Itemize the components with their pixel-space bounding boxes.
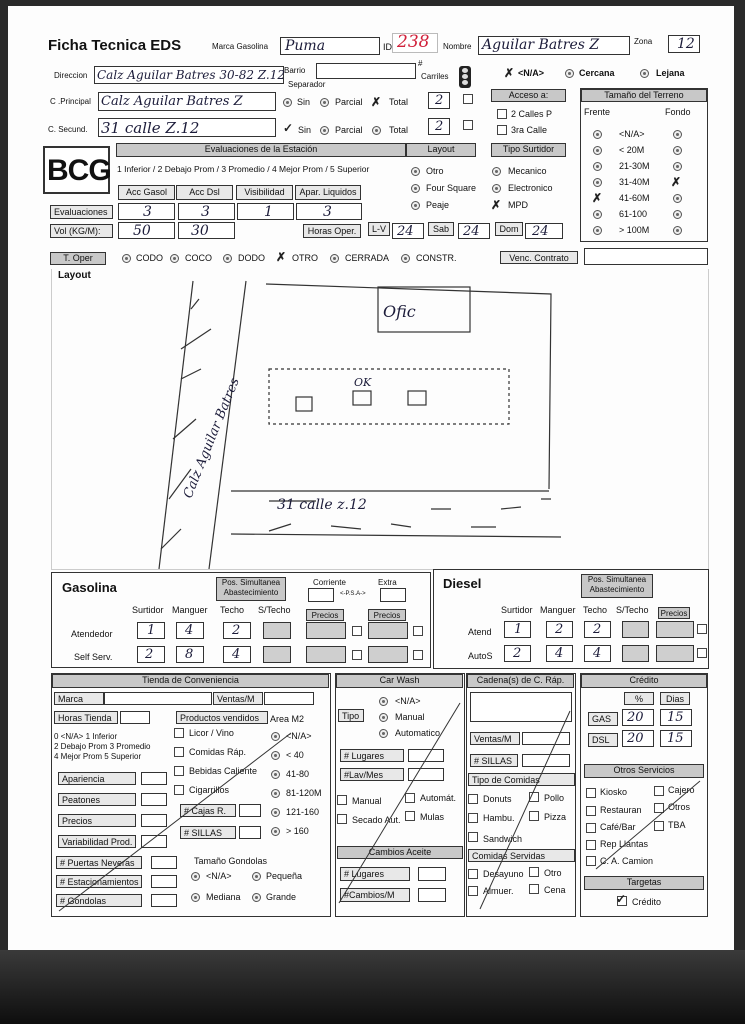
terreno-row-label: 41-60M: [619, 193, 650, 203]
sab-label: Sab: [428, 222, 454, 236]
area-label: < 40: [286, 750, 304, 760]
tienda-cajas-label: # Cajas R.: [180, 804, 236, 817]
toper-otro-label: OTRO: [292, 253, 318, 263]
tienda-horas-label: Horas Tienda: [54, 711, 118, 724]
layout-peaje-label: Peaje: [426, 200, 450, 210]
tienda-crossout: [51, 673, 331, 917]
venc-contrato-label: Venc. Contrato: [500, 251, 578, 264]
tienda-area-label: Area M2: [270, 714, 305, 724]
sab-field[interactable]: 24: [458, 223, 490, 239]
acceso-3ra-label: 3ra Calle: [511, 125, 548, 135]
prod-cigarrillos-label: Cigarrillos: [189, 785, 230, 795]
diesel-col-techo: Techo: [583, 605, 608, 615]
secund-field[interactable]: 31 calle Z.12: [98, 118, 276, 137]
diesel-title: Diesel: [443, 576, 482, 591]
dsl-auto-check[interactable]: [697, 648, 707, 658]
cadena-ventas-label: Ventas/M: [470, 732, 520, 745]
principal-sin-label: Sin: [297, 97, 311, 107]
carriles-label: Carriles: [421, 72, 449, 81]
principal-sin-radio[interactable]: [283, 98, 292, 107]
bcg-logo: BCG: [43, 146, 110, 194]
gas-aten-manguer[interactable]: 4: [176, 622, 204, 639]
eval-visibilidad[interactable]: 1: [237, 203, 294, 220]
marca-field[interactable]: Puma: [280, 37, 380, 55]
diesel-pos-label: Pos. Simultanea Abastecimiento: [581, 574, 653, 598]
credito-dias-header: Dias: [660, 692, 690, 705]
cadena-hambu-label: Hambu.: [483, 813, 515, 823]
id-label: ID: [383, 42, 392, 52]
gas-self-precio2[interactable]: [368, 646, 408, 663]
frente-radio[interactable]: [593, 210, 602, 219]
dom-label: Dom: [495, 222, 523, 236]
serv-kiosko-label: Kiosko: [600, 787, 628, 797]
gasolina-col-techo: Techo: [220, 605, 245, 615]
tienda-legend-1: 0 <N/A> 1 Inferior: [54, 732, 118, 741]
toper-constr-radio[interactable]: [401, 254, 410, 263]
serv-restauran-label: Restauran: [600, 805, 642, 815]
area-label: <N/A>: [286, 731, 312, 741]
dsl-auto-surtidor[interactable]: 2: [504, 645, 531, 662]
credito-dsl-pct[interactable]: 20: [622, 730, 654, 747]
scan-background: [0, 950, 745, 1024]
gas-self-check2[interactable]: [413, 650, 423, 660]
area-label: 81-120M: [286, 788, 322, 798]
gasolina-pos-label: Pos. Simultanea Abastecimiento: [216, 577, 286, 601]
prod-bebidas-label: Bebidas Caliente: [189, 766, 258, 776]
gasolina-precios-2: Precios: [368, 609, 406, 621]
surtidor-mecanico-radio[interactable]: [492, 167, 501, 176]
form-title: Ficha Tecnica EDS: [48, 37, 182, 54]
cercana-radio[interactable]: [565, 69, 574, 78]
dom-field[interactable]: 24: [525, 223, 563, 239]
surtidor-mpd-mark-icon[interactable]: ✗: [491, 198, 502, 212]
surtidor-mecanico-label: Mecanico: [508, 166, 547, 176]
diesel-col-manguer: Manguer: [540, 605, 576, 615]
carriles-hash: #: [418, 59, 423, 68]
carwash-mulas-chk-label: Mulas: [420, 812, 445, 822]
traffic-light-icon: [459, 66, 471, 88]
credito-gas-pct[interactable]: 20: [622, 709, 654, 726]
sketch-ok-label: OK: [354, 376, 372, 389]
gasolina-atendedor-label: Atendedor: [71, 629, 113, 639]
evaluaciones-legend: 1 Inferior / 2 Debajo Prom / 3 Promedio / 4 Mejor Prom / 5 Superior: [117, 164, 370, 174]
fondo-radio[interactable]: [673, 146, 682, 155]
cadena-otro-label: Otro: [544, 868, 562, 878]
terreno-row-label: <N/A>: [619, 129, 645, 139]
terreno-row-label: < 20M: [619, 145, 645, 155]
terreno-row-label: 61-100: [619, 209, 648, 219]
direccion-field[interactable]: Calz Aguilar Batres 30-82 Z.12: [94, 66, 284, 84]
toper-label: T. Oper: [50, 252, 106, 265]
toper-codo-label: CODO: [136, 253, 163, 263]
targetas-credito-label: Crédito: [632, 897, 662, 907]
diesel-col-stecho: S/Techo: [616, 605, 649, 615]
prod-comidas-label: Comidas Ráp.: [189, 747, 247, 757]
acceso-title: Acceso a:: [491, 89, 566, 102]
gasolina-psa-label: <-P.S.A->: [340, 591, 366, 597]
zona-label: Zona: [634, 37, 653, 46]
toper-coco-label: COCO: [185, 253, 212, 263]
serv-cafe-label: Café/Bar: [600, 822, 636, 832]
principal-parcial-radio[interactable]: [320, 98, 329, 107]
principal-parcial-label: Parcial: [335, 97, 363, 107]
terreno-row-label: 31-40M: [619, 177, 650, 187]
cambios-lugares-label: # Lugares: [340, 867, 410, 881]
surtidor-electronico-radio[interactable]: [492, 184, 501, 193]
carwash-lavmes-label: #Lav/Mes: [340, 768, 404, 781]
sketch-street1-label: Calz Aguilar Batres: [180, 375, 243, 501]
gasolina-corriente-field[interactable]: [308, 588, 334, 602]
dsl-aten-stecho[interactable]: [622, 621, 649, 638]
barrio-field[interactable]: [316, 63, 416, 79]
gas-self-check1[interactable]: [352, 650, 362, 660]
id-field[interactable]: 238: [392, 33, 438, 53]
fondo-radio[interactable]: [673, 210, 682, 219]
gas-self-manguer[interactable]: 8: [176, 646, 204, 663]
dsl-auto-precio[interactable]: [656, 645, 694, 662]
nombre-label: Nombre: [443, 42, 472, 51]
tienda-ventas-label: Ventas/M: [213, 692, 263, 705]
credito-gas-label: GAS: [588, 712, 618, 726]
row-vol: Vol (KG/M):: [50, 224, 113, 238]
gas-aten-check2[interactable]: [413, 626, 423, 636]
carwash-title: Car Wash: [336, 674, 463, 688]
secund-parcial-label: Parcial: [335, 125, 363, 135]
layout-otro-radio[interactable]: [411, 167, 420, 176]
tienda-puertas-label: # Puertas Neveras: [56, 856, 142, 869]
surtidor-electronico-label: Electronico: [508, 183, 553, 193]
layout-sketch: [51, 269, 707, 569]
toper-constr-label: CONSTR.: [416, 253, 457, 263]
servicios-title: Otros Servicios: [584, 764, 704, 778]
area-label: 41-80: [286, 769, 310, 779]
layout-otro-label: Otro: [426, 166, 444, 176]
layout-opts-title: Layout: [406, 143, 476, 157]
credito-pct-header: %: [624, 692, 654, 705]
terreno-row-label: 21-30M: [619, 161, 650, 171]
dsl-aten-precio[interactable]: [656, 621, 694, 638]
secund-total-radio[interactable]: [372, 126, 381, 135]
tienda-peatones-label: Peatones: [58, 793, 136, 806]
toper-codo-radio[interactable]: [122, 254, 131, 263]
proximity-na[interactable]: <N/A>: [518, 68, 545, 78]
zona-field[interactable]: 12: [668, 35, 700, 53]
carwash-auto-label: Automatico: [395, 728, 441, 738]
cadena-almuer-label: Almuer.: [483, 886, 514, 896]
tienda-title: Tienda de Conveniencia: [52, 674, 329, 688]
tienda-apariencia-label: Apariencia: [58, 772, 136, 785]
tienda-estacionamientos-label: # Estacionamientos: [56, 875, 142, 888]
tienda-legend-3: 4 Mejor Prom 5 Superior: [54, 752, 142, 761]
tienda-productos-label: Productos vendidos: [176, 711, 268, 724]
eval-acc-dsl[interactable]: 3: [178, 203, 235, 220]
cadena-tipo-label: Tipo de Comidas: [468, 773, 575, 786]
credito-title: Crédito: [581, 674, 707, 688]
secund-total-label: Total: [389, 125, 409, 135]
eval-apar-liquidos[interactable]: 3: [296, 203, 362, 220]
frente-radio[interactable]: [593, 130, 602, 139]
col-visibilidad: Visibilidad: [236, 185, 293, 200]
gasolina-extra-label: Extra: [378, 578, 397, 587]
fondo-radio[interactable]: [673, 130, 682, 139]
cadena-sandwich-label: Sandwich: [483, 834, 523, 844]
gas-aten-techo[interactable]: 2: [223, 622, 251, 639]
gasolina-corriente-label: Corriente: [313, 578, 346, 587]
toper-cerrada-radio[interactable]: [330, 254, 339, 263]
frente-mark-icon[interactable]: ✗: [592, 191, 603, 205]
acceso-2calles-label: 2 Calles P: [511, 109, 553, 119]
serv-otros-label: Otros: [668, 802, 691, 812]
surtidor-title: Tipo Surtidor: [491, 143, 566, 157]
secund-sin-label: Sin: [298, 125, 312, 135]
vol-gasol[interactable]: 50: [118, 222, 175, 239]
frente-radio[interactable]: [593, 162, 602, 171]
carwash-na-label: <N/A>: [395, 696, 421, 706]
gas-self-stecho[interactable]: [263, 646, 291, 663]
acceso-2calles-check[interactable]: [497, 109, 507, 119]
cercana-label: Cercana: [579, 68, 615, 78]
surtidor-mpd-label: MPD: [508, 200, 528, 210]
carwash-automat-chk-label: Automát.: [420, 793, 457, 803]
carwash-lugares-label: # Lugares: [340, 749, 404, 762]
terreno-title: Tamaño del Terreno: [581, 89, 707, 102]
cadena-donuts-label: Donuts: [483, 794, 512, 804]
gas-self-precio1[interactable]: [306, 646, 346, 663]
diesel-precios: Precios: [658, 607, 690, 619]
lv-label: L-V: [368, 222, 390, 236]
nombre-field[interactable]: Aguilar Batres Z: [478, 36, 630, 55]
layout-peaje-radio[interactable]: [411, 201, 420, 210]
gasolina-extra-field[interactable]: [380, 588, 406, 602]
toper-otro-mark-icon[interactable]: ✗: [276, 250, 287, 264]
gasolina-col-surtidor: Surtidor: [132, 605, 164, 615]
toper-dodo-label: DODO: [238, 253, 265, 263]
horas-oper-label: Horas Oper.: [303, 224, 361, 238]
cadena-cena-label: Cena: [544, 885, 566, 895]
area-label: > 160: [286, 826, 309, 836]
row-evaluaciones: Evaluaciones: [50, 205, 113, 219]
lejana-radio[interactable]: [640, 69, 649, 78]
secund-sin-mark-icon[interactable]: ✓: [283, 121, 294, 135]
na-check-mark-icon: ✗: [504, 66, 515, 80]
credito-gas-dias[interactable]: 15: [660, 709, 692, 726]
dsl-auto-techo[interactable]: 4: [584, 645, 611, 662]
venc-contrato-field[interactable]: [584, 248, 708, 265]
gasolina-col-stecho: S/Techo: [258, 605, 291, 615]
prod-licor-label: Licor / Vino: [189, 728, 234, 738]
col-acc-dsl: Acc Dsl: [176, 185, 233, 200]
area-label: 121-160: [286, 807, 320, 817]
gas-aten-precio2[interactable]: [368, 622, 408, 639]
tienda-precios-label: Precios: [58, 814, 136, 827]
secund-light-check[interactable]: [463, 120, 473, 130]
targetas-credito-mark-icon: ✓: [616, 892, 627, 906]
toper-coco-radio[interactable]: [170, 254, 179, 263]
evaluaciones-title: Evaluaciones de la Estación: [116, 143, 406, 157]
barrio-label: Barrio: [284, 66, 306, 75]
dsl-auto-manguer[interactable]: 4: [546, 645, 573, 662]
dsl-aten-surtidor[interactable]: 1: [504, 621, 531, 638]
fondo-mark-icon[interactable]: ✗: [671, 175, 682, 189]
principal-label: C .Principal: [50, 97, 91, 106]
gas-self-techo[interactable]: 4: [223, 646, 251, 663]
principal-carriles[interactable]: 2: [428, 92, 450, 109]
carwash-manual-label: Manual: [395, 712, 425, 722]
secund-carriles[interactable]: 2: [428, 118, 450, 135]
cadena-servidas-label: Comidas Servidas: [468, 849, 575, 862]
tienda-gondolas-label: # Gondolas: [56, 894, 142, 907]
cadena-pollo-label: Pollo: [544, 793, 565, 803]
gasolina-col-manguer: Manguer: [172, 605, 208, 615]
frente-radio[interactable]: [593, 146, 602, 155]
eval-acc-gasol[interactable]: 3: [118, 203, 175, 220]
acceso-3ra-check[interactable]: [497, 125, 507, 135]
serv-llantas-label: Rep Llantas: [600, 839, 649, 849]
gasolina-selfserv-label: Self Serv.: [74, 652, 113, 662]
vol-dsl[interactable]: 30: [178, 222, 235, 239]
cadena-pizza-label: Pizza: [544, 812, 567, 822]
gondola-pequena-label: Pequeña: [266, 871, 303, 881]
form-page: [8, 6, 734, 954]
principal-field[interactable]: Calz Aguilar Batres Z: [98, 92, 276, 111]
sketch-ofici-label: Ofic: [383, 302, 416, 321]
dsl-aten-manguer[interactable]: 2: [546, 621, 573, 638]
terreno-row-label: > 100M: [619, 225, 650, 235]
gasolina-precios-1: Precios: [306, 609, 344, 621]
diesel-autos-label: AutoS: [468, 651, 493, 661]
cadena-crossout: [466, 673, 576, 917]
layout-four-square-radio[interactable]: [411, 184, 420, 193]
frente-radio[interactable]: [593, 178, 602, 187]
cadena-title: Cadena(s) de C. Ráp.: [467, 674, 574, 688]
gas-aten-surtidor[interactable]: 1: [137, 622, 165, 639]
carwash-crossout: [335, 673, 465, 917]
gas-aten-check1[interactable]: [352, 626, 362, 636]
col-acc-gasol: Acc Gasol: [118, 185, 175, 200]
sketch-street2-label: 31 calle z.12: [277, 497, 367, 513]
layout-four-square-label: Four Square: [426, 183, 477, 193]
sketch-title: Layout: [58, 270, 91, 281]
cambios-aceite-title: Cambios Aceite: [337, 846, 463, 859]
diesel-atend-label: Atend: [468, 627, 492, 637]
gondola-na-label: <N/A>: [206, 871, 232, 881]
dsl-auto-stecho[interactable]: [622, 645, 649, 662]
terreno-frente-label: Frente: [584, 107, 611, 117]
toper-dodo-radio[interactable]: [223, 254, 232, 263]
terreno-fondo-label: Fondo: [665, 107, 691, 117]
marca-label: Marca Gasolina: [212, 42, 269, 51]
secund-label: C. Secund.: [48, 125, 88, 134]
principal-total-label: Total: [389, 97, 409, 107]
carwash-tipo-label: Tipo: [338, 709, 364, 722]
separador-label: Separador: [288, 80, 326, 89]
gas-aten-precio1[interactable]: [306, 622, 346, 639]
fondo-radio[interactable]: [673, 226, 682, 235]
lv-field[interactable]: 24: [392, 223, 424, 239]
cadena-desayuno-label: Desayuno: [483, 869, 524, 879]
principal-light-check[interactable]: [463, 94, 473, 104]
tienda-legend-2: 2 Debajo Prom 3 Promedio: [54, 742, 151, 751]
credito-dsl-label: DSL: [588, 733, 618, 747]
credito-dsl-dias[interactable]: 15: [660, 730, 692, 747]
serv-tba-label: TBA: [668, 820, 686, 830]
frente-radio[interactable]: [593, 226, 602, 235]
serv-cajero-label: Cajero: [668, 785, 695, 795]
dsl-aten-check[interactable]: [697, 624, 707, 634]
fondo-radio[interactable]: [673, 194, 682, 203]
carwash-manual-chk-label: Manual: [352, 796, 382, 806]
cadena-sillas-label: # SILLAS: [470, 754, 518, 767]
gas-self-surtidor[interactable]: 2: [137, 646, 165, 663]
carwash-secado-chk-label: Secado Aut.: [352, 815, 401, 825]
gondola-grande-label: Grande: [266, 892, 297, 902]
tienda-sillas-label: # SILLAS: [180, 826, 236, 839]
lejana-label: Lejana: [656, 68, 685, 78]
targetas-title: Targetas: [584, 876, 704, 890]
cambios-mes-label: #Cambios/M: [340, 888, 410, 902]
col-apar-liquidos: Apar. Liquidos: [295, 185, 361, 200]
tienda-marca-label: Marca: [54, 692, 104, 705]
gondolas-size-label: Tamaño Gondolas: [194, 856, 268, 866]
direccion-label: Direccion: [54, 71, 88, 80]
serv-camion-label: C. A. Camion: [600, 856, 654, 866]
gasolina-title: Gasolina: [62, 580, 117, 595]
tienda-variabilidad-label: Variabilidad Prod.: [58, 835, 136, 848]
secund-parcial-radio[interactable]: [320, 126, 329, 135]
dsl-aten-techo[interactable]: 2: [584, 621, 611, 638]
fondo-radio[interactable]: [673, 162, 682, 171]
principal-total-mark-icon[interactable]: ✗: [371, 95, 382, 109]
diesel-col-surtidor: Surtidor: [501, 605, 533, 615]
toper-cerrada-label: CERRADA: [345, 253, 390, 263]
gas-aten-stecho[interactable]: [263, 622, 291, 639]
gondola-mediana-label: Mediana: [206, 892, 241, 902]
